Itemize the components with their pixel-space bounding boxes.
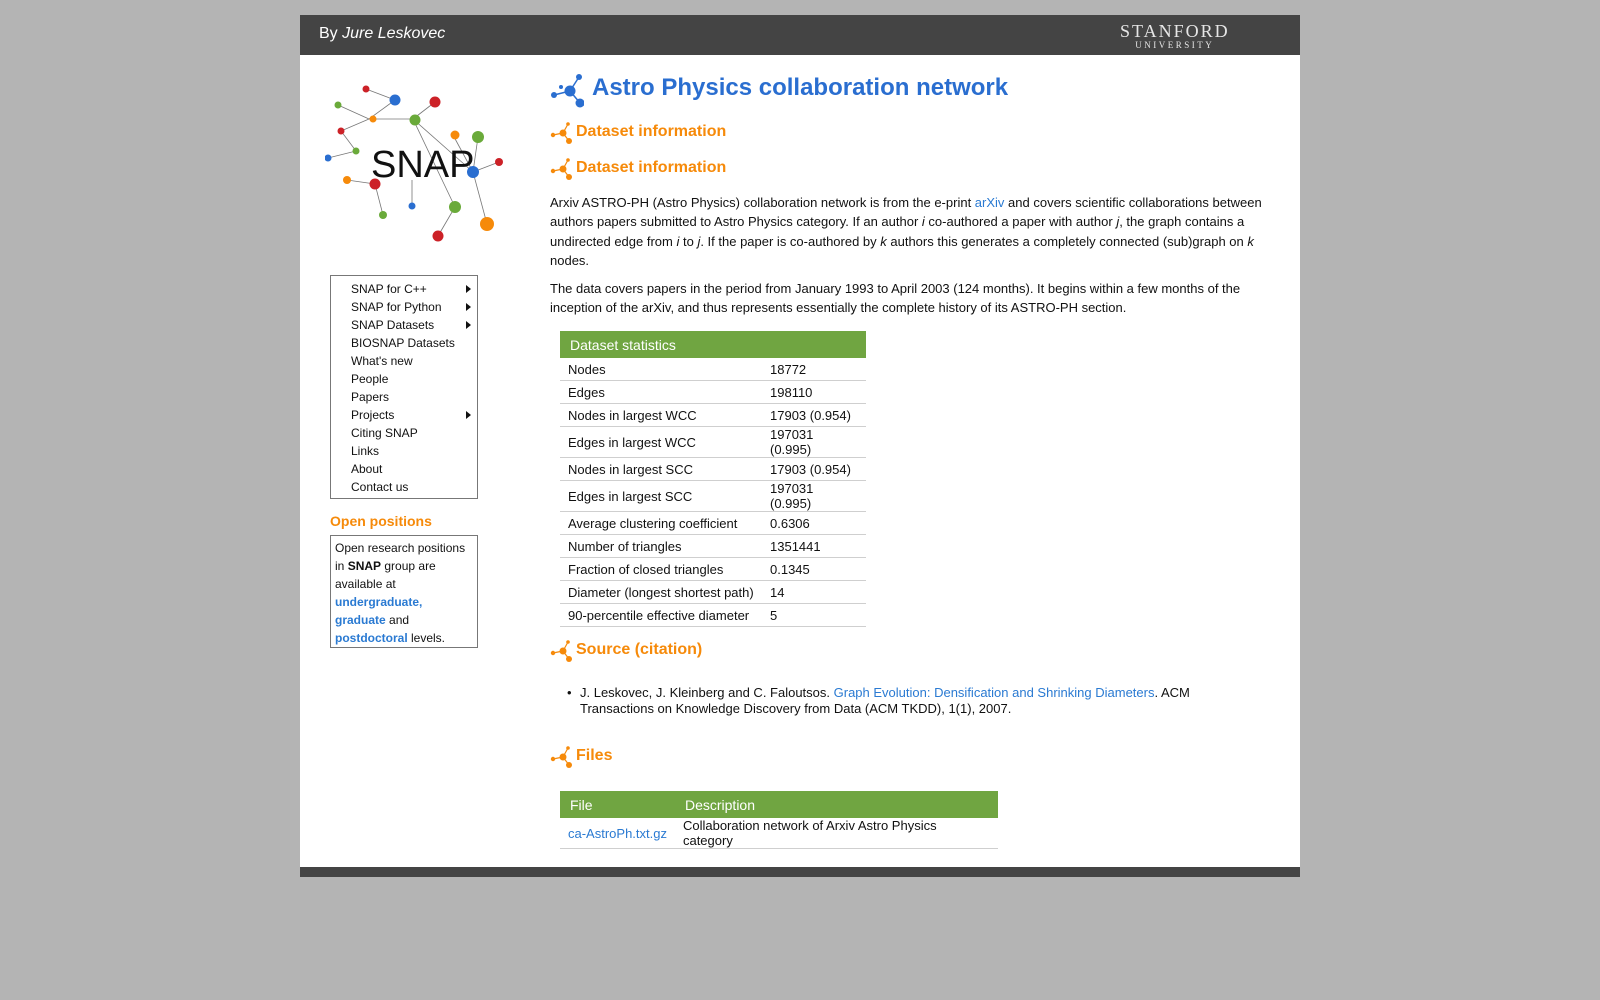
- graduate-link[interactable]: graduate: [335, 613, 386, 627]
- network-icon: [550, 640, 572, 662]
- text-run: k: [880, 233, 887, 249]
- snap-logo-text: SNAP: [371, 144, 475, 186]
- text-run: , the graph contains a undirected edge from: [550, 214, 1245, 249]
- text-run: i: [676, 233, 680, 249]
- table-row: [560, 604, 866, 627]
- table-row: [560, 404, 866, 427]
- text-run: and covers scientific collaborations between authors papers submitted to Astro Physics category. If an author: [550, 195, 1262, 230]
- main-menu: [330, 275, 478, 499]
- section-heading-text: Files: [576, 747, 613, 764]
- stat-label: Number of triangles: [560, 535, 762, 558]
- menu-item-label: Contact us: [351, 480, 409, 494]
- table-row: [560, 581, 866, 604]
- stat-label: Nodes in largest SCC: [560, 458, 762, 481]
- text-run: nodes.: [550, 253, 590, 269]
- network-icon: [550, 158, 572, 180]
- undergraduate-link[interactable]: undergraduate,: [335, 595, 423, 609]
- stat-value: 198110: [762, 381, 866, 404]
- postdoctoral-link[interactable]: postdoctoral: [335, 631, 408, 645]
- submenu-arrow-icon: [466, 411, 471, 419]
- stanford-wordmark: STANFORD: [1120, 21, 1230, 41]
- stat-value: 14: [762, 581, 866, 604]
- file-description: Collaboration network of Arxiv Astro Physics category: [675, 818, 998, 849]
- stat-value: 18772: [762, 358, 866, 381]
- stat-label: Edges in largest WCC: [560, 427, 762, 458]
- author-link[interactable]: Jure Leskovec: [342, 25, 446, 42]
- stat-value: 197031 (0.995): [762, 427, 866, 458]
- menu-item-label: BIOSNAP Datasets: [351, 336, 455, 350]
- menu-item-what-s-new[interactable]: [331, 352, 477, 370]
- menu-item-label: What's new: [351, 354, 413, 368]
- table-row: [560, 818, 998, 849]
- table-row: [560, 427, 866, 458]
- submenu-arrow-icon: [466, 303, 471, 311]
- university-wordmark: UNIVERSITY: [1135, 40, 1215, 50]
- citation-venue: . ACM Transactions on Knowledge Discovery from Data (ACM TKDD), 1(1), 2007.: [580, 685, 1190, 716]
- files-header-description: Description: [675, 791, 998, 818]
- menu-item-projects[interactable]: [331, 406, 477, 424]
- table-row: [560, 481, 866, 512]
- table-row: [560, 535, 866, 558]
- menu-item-about[interactable]: [331, 460, 477, 478]
- menu-item-links[interactable]: [331, 442, 477, 460]
- menu-item-label: SNAP for Python: [351, 300, 442, 314]
- stat-label: Nodes in largest WCC: [560, 404, 762, 427]
- citation-item: [580, 685, 1200, 717]
- open-positions-text: group are available at: [335, 559, 436, 591]
- menu-item-label: Links: [351, 444, 380, 458]
- text-run: co-authored a paper with author: [924, 214, 1117, 230]
- stat-value: 197031 (0.995): [762, 481, 866, 512]
- menu-item-label: SNAP Datasets: [351, 318, 435, 332]
- menu-item-papers[interactable]: [331, 388, 477, 406]
- menu-item-snap-for-python[interactable]: [331, 298, 477, 316]
- table-row: [560, 458, 866, 481]
- menu-item-people[interactable]: [331, 370, 477, 388]
- citation-paper-link[interactable]: Graph Evolution: Densification and Shrinking Diameters: [833, 685, 1155, 700]
- stat-value: 17903 (0.954): [762, 458, 866, 481]
- stat-value: 1351441: [762, 535, 866, 558]
- stat-label: Diameter (longest shortest path): [560, 581, 762, 604]
- network-icon: [550, 73, 584, 109]
- text-run: . If the paper is co-authored by: [700, 233, 881, 249]
- open-positions-box: [330, 535, 478, 648]
- menu-item-label: People: [351, 372, 389, 386]
- open-positions-text: levels.: [407, 631, 446, 645]
- stat-label: Edges in largest SCC: [560, 481, 762, 512]
- table-row: [560, 381, 866, 404]
- open-positions-snap: SNAP: [347, 559, 382, 573]
- file-download-link[interactable]: ca-AstroPh.txt.gz: [568, 825, 667, 841]
- files-table: [560, 791, 998, 849]
- menu-item-citing-snap[interactable]: [331, 424, 477, 442]
- snap-logo[interactable]: [325, 82, 515, 262]
- dataset-statistics-table: [560, 331, 866, 627]
- menu-item-snap-datasets[interactable]: [331, 316, 477, 334]
- stats-header: Dataset statistics: [560, 331, 866, 358]
- stat-value: 5: [762, 604, 866, 627]
- section-heading-text: Dataset information: [576, 123, 727, 140]
- network-icon: [550, 122, 572, 144]
- menu-item-contact-us[interactable]: [331, 478, 477, 496]
- byline-prefix: By: [319, 25, 338, 42]
- text-run: to: [679, 233, 698, 249]
- text-run: i: [921, 214, 925, 230]
- menu-item-label: Papers: [351, 390, 390, 404]
- dataset-description: [550, 193, 1265, 271]
- menu-item-label: About: [351, 462, 383, 476]
- site-header: [300, 15, 1300, 55]
- menu-item-snap-for-c[interactable]: [331, 280, 477, 298]
- stat-value: 0.1345: [762, 558, 866, 581]
- open-positions-title: Open positions: [330, 513, 432, 529]
- open-positions-text: and: [385, 613, 410, 627]
- stat-label: Fraction of closed triangles: [560, 558, 762, 581]
- page-title-text: Astro Physics collaboration network: [592, 74, 1009, 101]
- site-footer: [300, 867, 1300, 877]
- text-run: authors this generates a completely connected (sub)graph on: [886, 233, 1248, 249]
- network-icon: [550, 746, 572, 768]
- menu-item-label: Projects: [351, 408, 395, 422]
- text-run: k: [1247, 233, 1254, 249]
- page-body: [300, 55, 1300, 867]
- table-row: [560, 358, 866, 381]
- submenu-arrow-icon: [466, 321, 471, 329]
- stat-label: Edges: [560, 381, 762, 404]
- table-row: [560, 512, 866, 535]
- stat-value: 0.6306: [762, 512, 866, 535]
- stat-label: Average clustering coefficient: [560, 512, 762, 535]
- citation-authors: J. Leskovec, J. Kleinberg and C. Faloutsos.: [580, 685, 834, 700]
- submenu-arrow-icon: [466, 285, 471, 293]
- section-heading-text: Source (citation): [576, 641, 703, 658]
- stat-value: 17903 (0.954): [762, 404, 866, 427]
- table-row: [560, 558, 866, 581]
- citation: [580, 685, 1200, 717]
- byline: [319, 25, 445, 43]
- stanford-logo[interactable]: [1120, 22, 1230, 51]
- arxiv-link[interactable]: arXiv: [974, 195, 1005, 210]
- menu-item-biosnap-datasets[interactable]: [331, 334, 477, 352]
- text-run: Arxiv ASTRO-PH (Astro Physics) collaboration network is from the e-print: [550, 195, 975, 210]
- section-heading-text: Dataset information: [576, 159, 727, 176]
- menu-item-label: Citing SNAP: [351, 426, 418, 440]
- stat-label: Nodes: [560, 358, 762, 381]
- stat-label: 90-percentile effective diameter: [560, 604, 762, 627]
- menu-item-label: SNAP for C++: [351, 282, 427, 296]
- open-positions-text: Open research positions in: [335, 541, 466, 573]
- text-run: j: [1116, 214, 1120, 230]
- text-run: j: [697, 233, 701, 249]
- dataset-coverage: The data covers papers in the period from January 1993 to April 2003 (124 months). It begins within a few months of the inception of the arXiv, and thus represents essentially the complete history of its ASTRO-PH section.: [550, 281, 1241, 316]
- files-header-file: File: [560, 791, 675, 818]
